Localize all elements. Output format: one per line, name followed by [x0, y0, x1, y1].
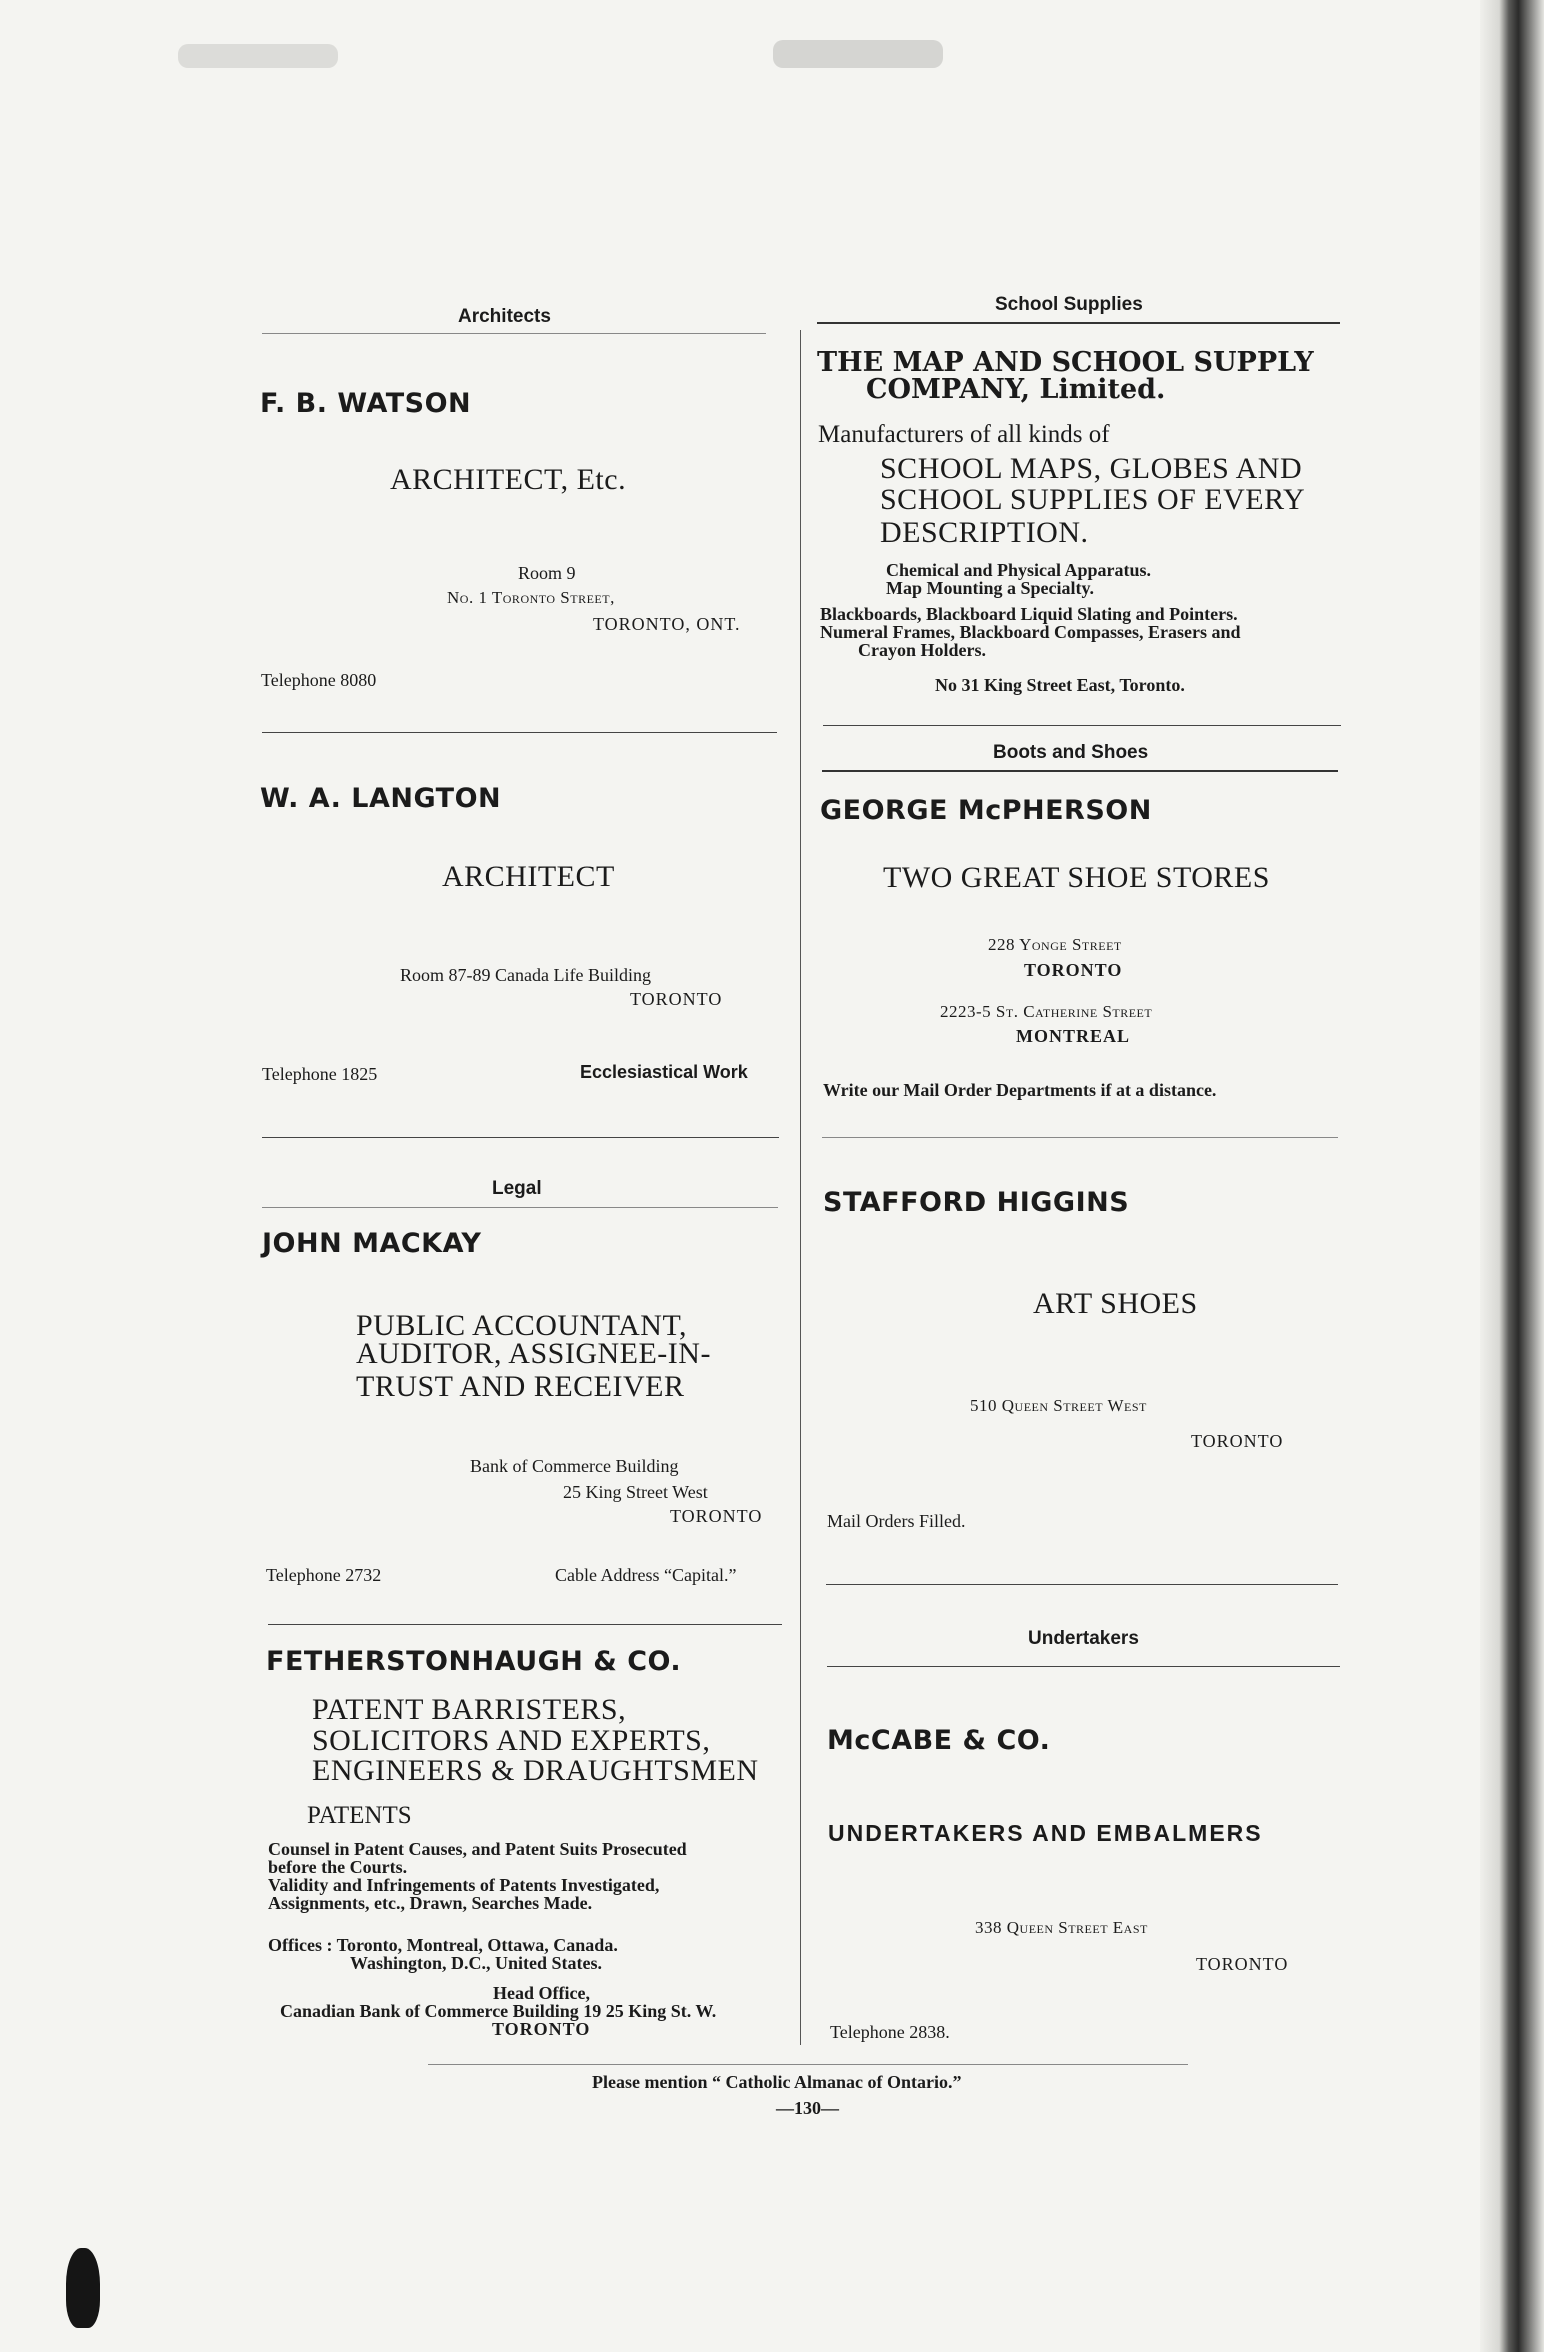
listing-rule: [268, 1624, 782, 1625]
page-number: —130—: [776, 2098, 839, 2118]
column-divider: [800, 330, 801, 2045]
address-line: 25 King Street West: [563, 1482, 708, 1502]
specialty: Ecclesiastical Work: [580, 1062, 748, 1082]
detail-line: Validity and Infringements of Patents Investigated,: [268, 1875, 660, 1895]
service-line: PUBLIC ACCOUNTANT,: [356, 1309, 688, 1342]
firm-name: FETHERSTONHAUGH & CO.: [266, 1646, 682, 1677]
firm-title: ARCHITECT, Etc.: [390, 463, 627, 496]
footer-note: Please mention “ Catholic Almanac of Ontario.”: [592, 2072, 962, 2092]
telephone: Telephone 8080: [261, 670, 377, 690]
cable-address: Cable Address “Capital.”: [555, 1565, 737, 1585]
head-office-label: Head Office,: [493, 1983, 590, 2003]
detail-line: before the Courts.: [268, 1857, 408, 1877]
address-line: 228 Yonge Street: [988, 935, 1122, 954]
detail-line: Crayon Holders.: [858, 640, 986, 660]
section-heading-legal: Legal: [492, 1178, 542, 1199]
intro-line: Manufacturers of all kinds of: [818, 421, 1110, 448]
telephone: Telephone 1825: [262, 1064, 378, 1084]
listing-rule: [262, 732, 777, 733]
section-heading-school-supplies: School Supplies: [995, 294, 1143, 315]
address-line: 338 Queen Street East: [975, 1918, 1148, 1937]
mail-order-note: Mail Orders Filled.: [827, 1511, 966, 1531]
address-line: Room 9: [518, 563, 576, 583]
address-line: MONTREAL: [1016, 1026, 1131, 1046]
section-rule: [817, 322, 1340, 324]
address-line: 2223-5 St. Catherine Street: [940, 1002, 1153, 1021]
section-rule: [262, 333, 766, 334]
offices-line: Offices : Toronto, Montreal, Ottawa, Canada.: [268, 1935, 618, 1955]
telephone: Telephone 2732: [266, 1565, 382, 1585]
section-rule: [822, 770, 1338, 772]
detail-line: Counsel in Patent Causes, and Patent Suits Prosecuted: [268, 1839, 687, 1859]
service-line: AUDITOR, ASSIGNEE-IN-: [356, 1337, 711, 1370]
firm-name: McCABE & CO.: [827, 1725, 1051, 1756]
address-line: Room 87-89 Canada Life Building: [400, 965, 651, 985]
detail-line: Numeral Frames, Blackboard Compasses, Erasers and: [820, 622, 1241, 642]
mail-order-note: Write our Mail Order Departments if at a distance.: [823, 1080, 1217, 1100]
address-line: TORONTO: [630, 989, 723, 1009]
address-line: TORONTO, ONT.: [593, 614, 741, 634]
address-line: Bank of Commerce Building: [470, 1456, 679, 1476]
firm-title: TWO GREAT SHOE STORES: [883, 861, 1270, 894]
listing-rule: [826, 1584, 1338, 1585]
product-line: DESCRIPTION.: [880, 516, 1089, 549]
firm-title: ARCHITECT: [442, 860, 615, 893]
firm-name: STAFFORD HIGGINS: [823, 1187, 1130, 1218]
footer-rule: [428, 2064, 1188, 2065]
firm-name: F. B. WATSON: [260, 388, 472, 419]
section-heading-architects: Architects: [458, 306, 551, 327]
section-rule: [827, 1666, 1340, 1667]
firm-title: UNDERTAKERS AND EMBALMERS: [828, 1820, 1263, 1846]
service-line: PATENT BARRISTERS,: [312, 1693, 627, 1726]
service-line: ENGINEERS & DRAUGHTSMEN: [312, 1754, 759, 1787]
offices-line: Washington, D.C., United States.: [350, 1953, 603, 1973]
product-line: SCHOOL MAPS, GLOBES AND: [880, 452, 1303, 485]
section-rule: [262, 1207, 778, 1208]
address-line: No. 1 Toronto Street,: [447, 588, 615, 607]
head-office-city: TORONTO: [492, 2019, 591, 2039]
head-office-address: Canadian Bank of Commerce Building 19 25 King St. W.: [280, 2001, 717, 2021]
page-edge-shadow: [1480, 0, 1544, 2352]
firm-name: JOHN MACKAY: [262, 1228, 482, 1259]
firm-name: COMPANY, Limited.: [866, 374, 1166, 405]
patents-label: PATENTS: [307, 1802, 412, 1829]
firm-title: ART SHOES: [1033, 1287, 1198, 1320]
service-line: SOLICITORS AND EXPERTS,: [312, 1724, 711, 1757]
detail-line: Map Mounting a Specialty.: [886, 578, 1095, 598]
telephone: Telephone 2838.: [830, 2022, 950, 2042]
binding-tab: [178, 44, 338, 68]
service-line: TRUST AND RECEIVER: [356, 1370, 685, 1403]
detail-line: Assignments, etc., Drawn, Searches Made.: [268, 1893, 593, 1913]
ink-blot: [66, 2248, 100, 2328]
listing-rule: [262, 1137, 779, 1138]
address-line: TORONTO: [670, 1506, 763, 1526]
address-line: TORONTO: [1191, 1431, 1284, 1451]
product-line: SCHOOL SUPPLIES OF EVERY: [880, 483, 1306, 516]
listing-rule: [823, 725, 1341, 726]
address-line: TORONTO: [1024, 960, 1123, 980]
address-line: TORONTO: [1196, 1954, 1289, 1974]
listing-rule: [822, 1137, 1338, 1138]
section-heading-undertakers: Undertakers: [1028, 1628, 1139, 1649]
firm-name: GEORGE McPHERSON: [820, 795, 1152, 826]
section-heading-boots-and-shoes: Boots and Shoes: [993, 742, 1149, 763]
firm-name: W. A. LANGTON: [260, 783, 502, 814]
binding-tab: [773, 40, 943, 68]
detail-line: Blackboards, Blackboard Liquid Slating and Pointers.: [820, 604, 1238, 624]
address-line: No 31 King Street East, Toronto.: [935, 675, 1185, 695]
firm-name: THE MAP AND SCHOOL SUPPLY: [817, 347, 1314, 378]
detail-line: Chemical and Physical Apparatus.: [886, 560, 1152, 580]
address-line: 510 Queen Street West: [970, 1396, 1147, 1415]
